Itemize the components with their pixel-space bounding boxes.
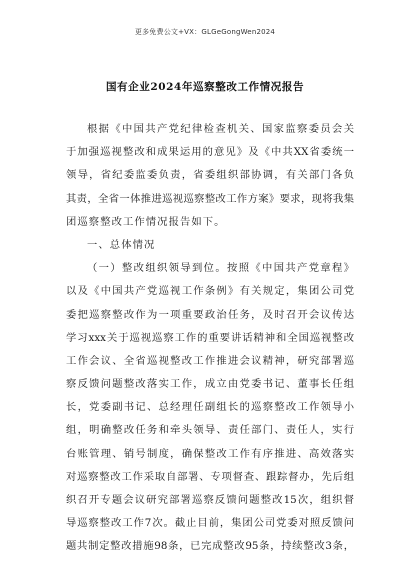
document-title: 国有企业2024年巡察整改工作情况报告 bbox=[105, 81, 305, 93]
body-line: 织召开专题会议研究部署巡察反馈问题整改15次，组织督 bbox=[66, 494, 354, 506]
body-line: 察反馈问题整改落实工作，成立由党委书记、董事长任组 bbox=[66, 378, 354, 391]
body-line: 于加强巡视整改和成果运用的意见》及《中共XX省委统一 bbox=[66, 146, 354, 159]
body-line: 对巡察整改工作采取自部署、专项督查、跟踪督办，先后组 bbox=[66, 470, 354, 483]
body-line: 以及《中国共产党巡视工作条例》有关规定，集团公司党 bbox=[66, 285, 354, 298]
body-line: 领导，省纪委监委负责，省委组织部协调，有关部门各负 bbox=[66, 169, 354, 182]
body-line: 学习xxx关于巡视巡察工作的重要讲话精神和全国巡视整改 bbox=[66, 331, 354, 344]
body-line: 根据《中国共产党纪律检查机关、国家监察委员会关 bbox=[87, 123, 354, 135]
header-note: 更多免费公文+VX：GLGeGongWen2024 bbox=[134, 28, 276, 36]
body-line: 台账管理、销号制度，确保整改工作有序推进、高效落实 bbox=[66, 447, 354, 460]
body-line: 长，党委副书记、总经理任副组长的巡察整改工作领导小 bbox=[66, 401, 354, 414]
body-line: 一、总体情况 bbox=[87, 238, 156, 251]
body-line: 题共制定整改措施98条，已完成整改95条，持续整改3条， bbox=[66, 540, 354, 553]
body-line: 团巡察整改工作情况报告如下。 bbox=[66, 215, 226, 228]
document-body bbox=[66, 118, 354, 559]
body-line: （一）整改组织领导到位。按照《中国共产党章程》 bbox=[87, 262, 354, 275]
body-line: 组，明确整改任务和牵头领导、责任部门、责任人，实行 bbox=[66, 424, 354, 437]
body-line: 导巡察整改工作7次。截止目前，集团公司党委对照反馈问 bbox=[66, 517, 354, 530]
body-line: 工作会议、全省巡视整改工作推进会议精神，研究部署巡 bbox=[66, 354, 354, 367]
body-line: 委把巡察整改作为一项重要政治任务，及时召开会议传达 bbox=[66, 308, 354, 321]
body-line: 其责，全省一体推进巡视巡察整改工作方案》要求，现将我集 bbox=[66, 192, 354, 205]
